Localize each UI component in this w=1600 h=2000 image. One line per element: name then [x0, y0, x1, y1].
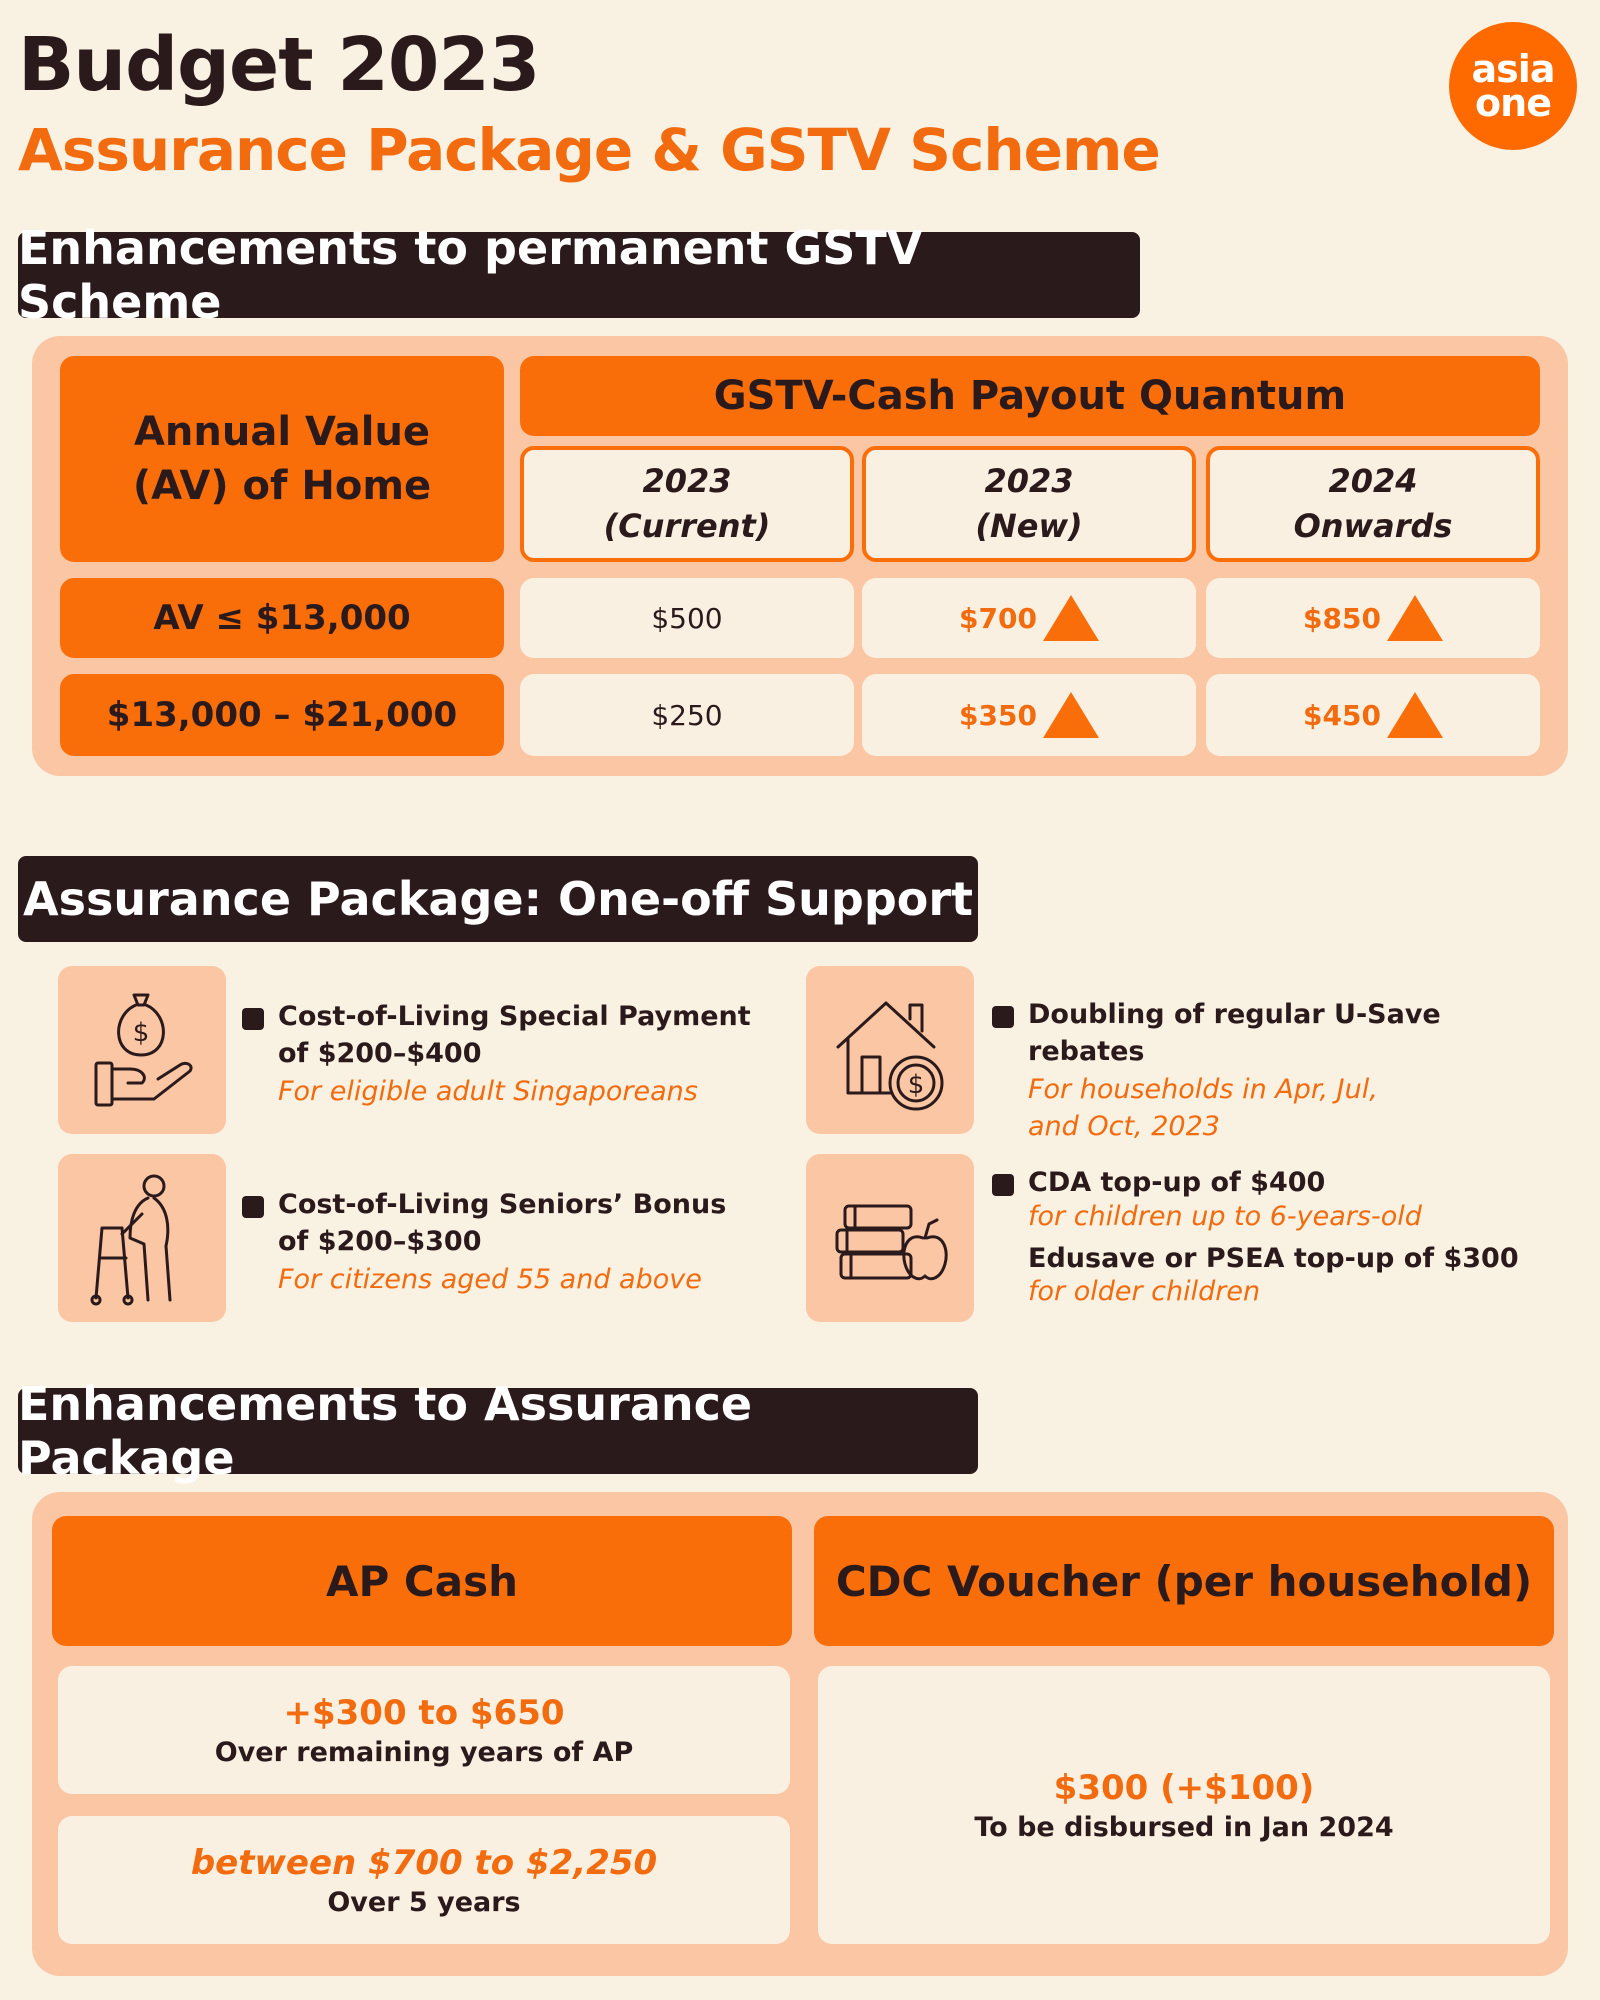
- payout-value: $700: [959, 601, 1037, 635]
- increase-triangle-icon: [1043, 692, 1099, 738]
- page-subtitle: Assurance Package & GSTV Scheme: [18, 116, 1160, 184]
- senior-walker-icon: [58, 1154, 226, 1322]
- table-cell: [1206, 578, 1540, 658]
- item-title: CDA top-up of $400: [1028, 1167, 1326, 1198]
- col-year: 2023: [984, 462, 1074, 501]
- col-sub: Onwards: [1293, 507, 1453, 545]
- av-row-header: Annual Value (AV) of Home: [60, 356, 504, 562]
- item-title: Cost-of-Living Seniors’ Bonus of $200–$300: [278, 1189, 727, 1258]
- item-title: Doubling of regular U-Save rebates: [1028, 999, 1441, 1068]
- bullet-icon: [242, 1196, 264, 1218]
- payout-group-header: GSTV-Cash Payout Quantum: [520, 356, 1540, 436]
- gstv-section-heading: Enhancements to permanent GSTV Scheme: [18, 232, 1140, 318]
- increase-triangle-icon: [1043, 595, 1099, 641]
- assurance-item-col-special-payment: [242, 998, 762, 1110]
- ap-cash-amount: between $700 to $2,250: [190, 1842, 658, 1883]
- table-cell: [862, 578, 1196, 658]
- bullet-icon: [992, 1006, 1014, 1028]
- ap-cash-desc: Over remaining years of AP: [214, 1736, 634, 1768]
- ap-cash-box-five-years: [58, 1816, 790, 1944]
- col-year: 2023: [642, 462, 732, 501]
- cdc-amount: $300 (+$100): [1053, 1767, 1315, 1808]
- cdc-voucher-header: CDC Voucher (per household): [814, 1516, 1554, 1646]
- page-title: Budget 2023: [18, 22, 540, 108]
- col-sub: (Current): [603, 507, 771, 545]
- payout-value: $500: [651, 601, 723, 635]
- assurance-item-seniors-bonus: [242, 1186, 762, 1298]
- table-cell: [1206, 674, 1540, 756]
- item-note: For households in Apr, Jul, and Oct, 2023: [1028, 1073, 1378, 1142]
- cdc-desc: To be disbursed in Jan 2024: [974, 1811, 1394, 1843]
- money-bag-hand-icon: [58, 966, 226, 1134]
- cdc-voucher-box: [818, 1666, 1550, 1944]
- item-note: For eligible adult Singaporeans: [278, 1075, 698, 1107]
- col-header-2023-current: [520, 446, 854, 562]
- payout-value: $850: [1303, 601, 1381, 635]
- item-note: for children up to 6-years-old: [1028, 1200, 1422, 1232]
- asiaone-logo[interactable]: [1449, 22, 1577, 150]
- increase-triangle-icon: [1387, 692, 1443, 738]
- col-year: 2024: [1328, 462, 1418, 501]
- item-note: For citizens aged 55 and above: [278, 1263, 702, 1295]
- assurance-item-cda-edusave: [992, 1166, 1552, 1309]
- increase-triangle-icon: [1387, 595, 1443, 641]
- ap-cash-box-remaining: [58, 1666, 790, 1794]
- item-title-2: Edusave or PSEA top-up of $300: [1028, 1242, 1519, 1274]
- logo-text-asia: asia: [1471, 46, 1555, 91]
- col-header-2023-new: [862, 446, 1196, 562]
- logo-text-one: one: [1475, 81, 1551, 125]
- bullet-icon: [242, 1008, 264, 1030]
- books-apple-icon: [806, 1154, 974, 1322]
- table-cell: [520, 578, 854, 658]
- ap-cash-amount: +$300 to $650: [283, 1692, 565, 1733]
- svg-text:$: $: [907, 1070, 925, 1100]
- row-label-av-13000: AV ≤ $13,000: [60, 578, 504, 658]
- ap-cash-desc: Over 5 years: [327, 1886, 521, 1918]
- item-title: Cost-of-Living Special Payment of $200–$400: [278, 1001, 751, 1070]
- col-sub: (New): [975, 507, 1083, 545]
- item-note-2: for older children: [1028, 1276, 1261, 1308]
- assurance-item-u-save: [992, 996, 1552, 1145]
- table-cell: [520, 674, 854, 756]
- house-coin-icon: [806, 966, 974, 1134]
- enhancements-section-heading: Enhancements to Assurance Package: [18, 1388, 978, 1474]
- payout-value: $250: [651, 698, 723, 732]
- bullet-icon: [992, 1174, 1014, 1196]
- payout-value: $450: [1303, 698, 1381, 732]
- assurance-section-heading: Assurance Package: One-off Support: [18, 856, 978, 942]
- row-label-av-13000-21000: $13,000 – $21,000: [60, 674, 504, 756]
- svg-text:$: $: [132, 1018, 150, 1048]
- payout-value: $350: [959, 698, 1037, 732]
- table-cell: [862, 674, 1196, 756]
- col-header-2024-onwards: [1206, 446, 1540, 562]
- ap-cash-header: AP Cash: [52, 1516, 792, 1646]
